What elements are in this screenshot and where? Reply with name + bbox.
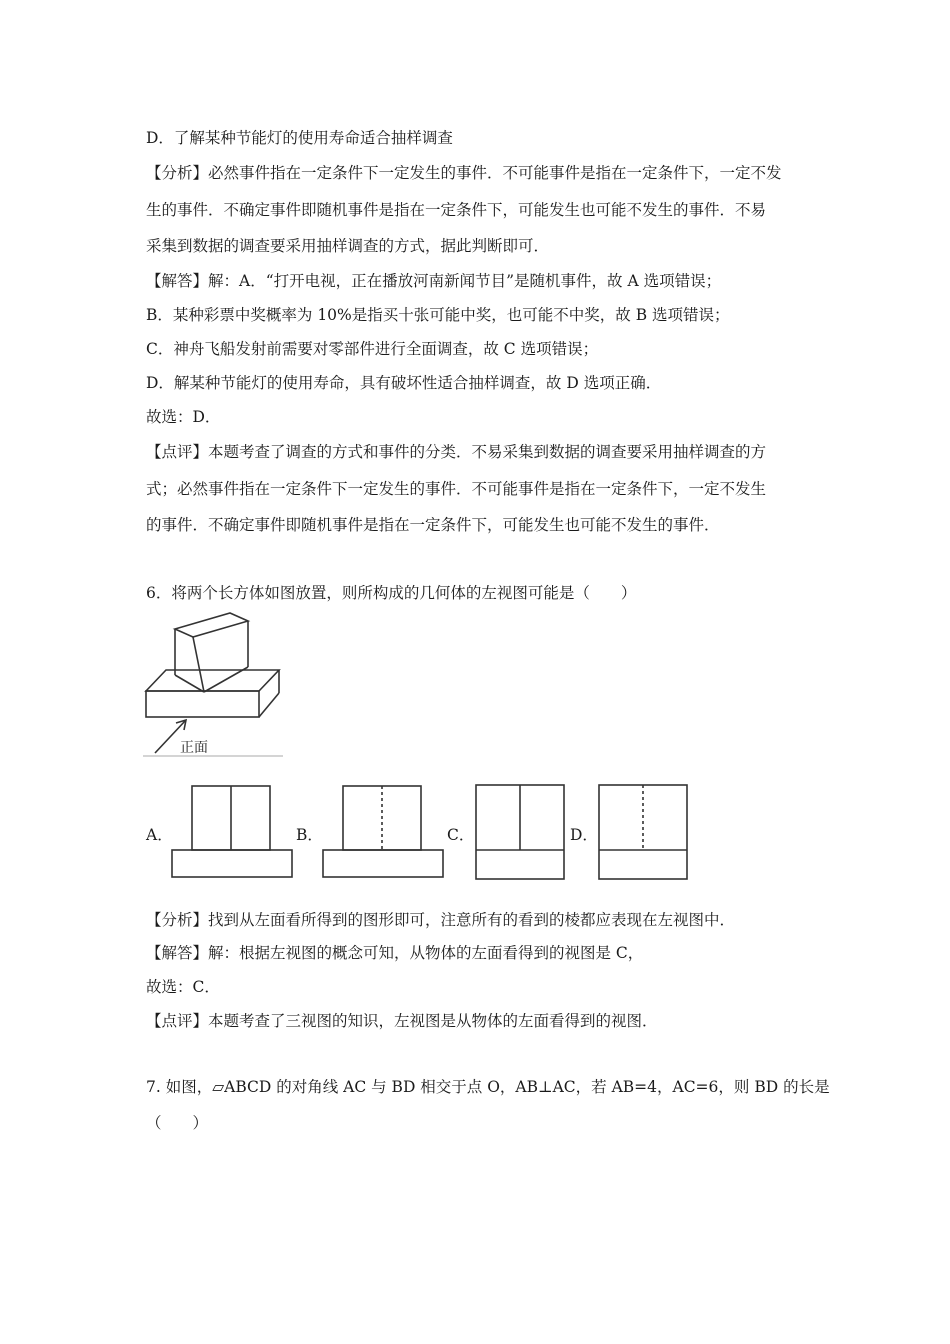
text-line-15: 【解答】解：根据左视图的概念可知，从物体的左面看得到的视图是 C， <box>146 944 644 962</box>
question-6: 6．将两个长方体如图放置，则所构成的几何体的左视图可能是（ ） <box>146 584 637 602</box>
text-line-10: 【点评】本题考查了调查的方式和事件的分类．不易采集到数据的调查要采用抽样调查的方 <box>146 443 767 461</box>
cuboid-figure <box>143 613 283 757</box>
text-line-16: 故选：C． <box>146 978 220 996</box>
question-7-blank: （ ） <box>146 1114 209 1132</box>
option-b-label: B． <box>296 826 323 844</box>
text-line-14: 【分析】找到从左面看所得到的图形即可，注意所有的看到的棱都应表现在左视图中． <box>146 911 736 929</box>
text-line-5: 【解答】解：A．“打开电视，正在播放河南新闻节目”是随机事件，故 A 选项错误； <box>146 272 722 290</box>
option-c-label: C． <box>447 826 475 844</box>
option-d-label: D． <box>570 826 598 844</box>
question-7: 7. 如图，▱ABCD 的对角线 AC 与 BD 相交于点 O，AB⊥AC，若 AB=4，AC=6，则 BD 的长是 <box>146 1078 830 1096</box>
front-label: 正面 <box>180 740 208 756</box>
option-c-figure <box>475 784 567 882</box>
text-line-17: 【点评】本题考查了三视图的知识，左视图是从物体的左面看得到的视图． <box>146 1012 658 1030</box>
text-line-7: C．神舟飞船发射前需要对零部件进行全面调查，故 C 选项错误； <box>146 340 599 358</box>
text-line-11: 式；必然事件指在一定条件下一定发生的事件．不可能事件是指在一定条件下，一定不发生 <box>146 480 767 498</box>
text-line-1: D．了解某种节能灯的使用寿命适合抽样调查 <box>146 129 453 147</box>
text-line-2: 【分析】必然事件指在一定条件下一定发生的事件．不可能事件是指在一定条件下，一定不发 <box>146 164 782 182</box>
text-line-3: 生的事件．不确定事件即随机事件是指在一定条件下，可能发生也可能不发生的事件．不易 <box>146 201 767 219</box>
text-line-9: 故选：D． <box>146 408 221 426</box>
text-line-12: 的事件．不确定事件即随机事件是指在一定条件下，可能发生也可能不发生的事件． <box>146 516 720 534</box>
text-line-6: B．某种彩票中奖概率为 10%是指买十张可能中奖，也可能不中奖，故 B 选项错误； <box>146 306 730 324</box>
option-a-label: A． <box>146 826 173 844</box>
option-a-figure <box>171 785 293 879</box>
option-d-figure <box>598 784 690 882</box>
text-line-4: 采集到数据的调查要采用抽样调查的方式，据此判断即可． <box>146 237 550 255</box>
text-line-8: D．解某种节能灯的使用寿命，具有破坏性适合抽样调查，故 D 选项正确． <box>146 374 662 392</box>
option-b-figure <box>322 785 444 879</box>
